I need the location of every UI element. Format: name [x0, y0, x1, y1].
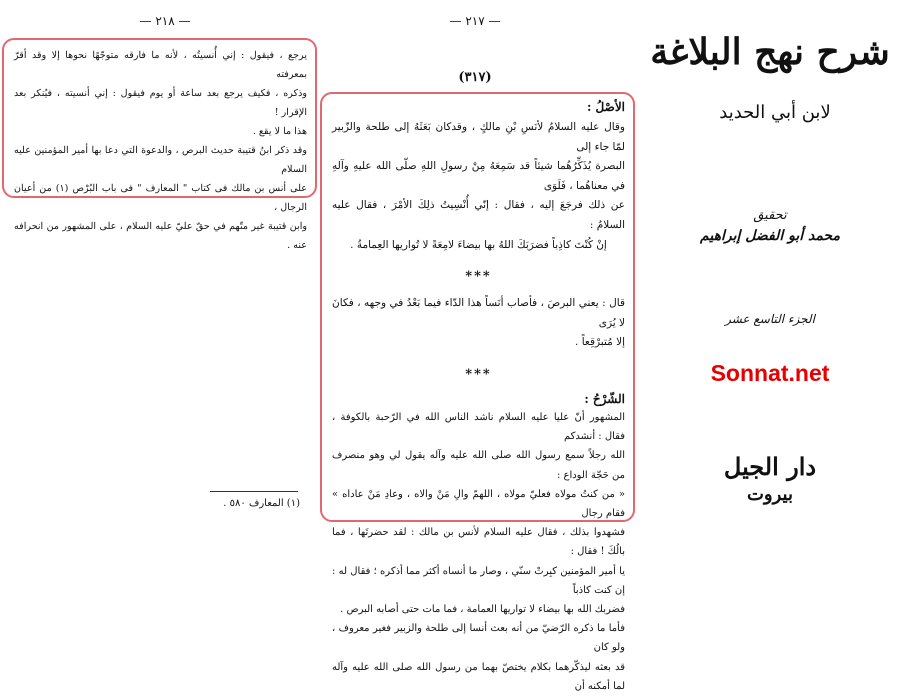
publisher-name: دار الجيل: [723, 452, 817, 481]
text-line: على أنس بن مالك فى كتاب " المعارف " فى باب البُرْص (١) من أعيان الرجال ،: [14, 183, 307, 213]
heading-original: الأصْلُ :: [586, 100, 625, 114]
original-text: [332, 118, 625, 255]
text-line: فأما ما ذكره الرّضيّ من أنه بعث أنسا إلى طلحة والزبير فغير معروف ، ولو كان: [332, 623, 625, 654]
left-page-number: — ٢١٨ —: [139, 14, 191, 28]
text-line: يرجع ، فيقول : إني أُنسيتُه ، لأنه ما فارقه متوجّهًا نحوها إلا وقد أقرّ بمعرفته: [14, 50, 307, 80]
text-line: المشهور أنّ عليا عليه السلام ناشد الناس الله في الرّحبة بالكوفة ، فقال : أنشدكم: [332, 411, 625, 443]
editor-label: تحقيق: [753, 208, 787, 223]
separator-stars: ***: [465, 269, 492, 285]
text-line: إنْ كُنْتَ كاذِباً فضرَبَكَ اللهُ بها بيضاءَ لامِعَةً لا تُواريها العِمامةُ .: [350, 238, 607, 251]
website-watermark: Sonnat.net: [710, 360, 830, 386]
text-line: فشهدوا بذلك ، فقال عليه السلام لأنس بن مالك : لقد حضرتَها ، فما بالُكَ ! فقال :: [332, 527, 625, 558]
text-line: وذكره ، فكيف يرجع بعد ساعة أو يوم فيقول : إني أنسيته ، فيُنكر بعد الإقرار !: [14, 88, 307, 118]
book-title: شرح نهج البلاغة: [650, 31, 890, 73]
text-line: فضربك الله بها بيضاء لا تواريها العمامة ، فما مات حتى أصابه البرص .: [340, 603, 625, 615]
editor-name: محمد أبو الفضل إبراهيم: [700, 228, 840, 244]
text-line: « من كنتُ مولاه فعليّ مولاه ، اللهمّ والِ مَنْ والاه ، وعادِ مَنْ عاداه » فقام رجال: [332, 488, 625, 519]
footnote-rule: [210, 491, 298, 492]
text-line: قد بعثه ليذكّرهما بكلام يختصّ بهما من رسول الله صلى الله عليه وآله لما أمكنه أن: [332, 661, 625, 692]
text-line: قال : يعني البرصَ ، فأصاب أنَساً هذا الدّاء فيما بَعْدُ في وجهه ، فكانَ لا يُرَى: [332, 297, 625, 329]
text-line: وابن قتيبة غير متّهم في حقّ عليّ عليه السلام ، على المشهور من انحرافه عنه .: [14, 221, 307, 251]
text-line: البصرة يُذَكِّرُهُما شيئاً قد سَمِعَهُ مِنْ رسولِ اللهِ صلّى الله عليهِ وآلهِ في معناهُما ، فَلَوَى: [332, 160, 625, 192]
heading-commentary: الشّرْحُ :: [584, 391, 625, 406]
footnote: (١) المعارف ٥٨٠ .: [223, 498, 300, 509]
text-line: عن ذلك فرجَعَ إليه ، فقال : إنّي أُنْسِيتُ ذلِكَ الأمْرَ ، فقال عليه السلامُ :: [332, 199, 625, 231]
left-page-body: [14, 46, 307, 255]
commentary-text: [332, 408, 625, 696]
text-line: هذا ما لا يقع .: [252, 126, 307, 137]
text-line: وقد ذكر ابنُ قتيبة حديث البرص ، والدعوة التي دعا بها أمير المؤمنين عليه السلام: [14, 145, 307, 175]
author-name: لابن أبي الحديد: [719, 102, 831, 123]
text-line: وقال عليه السلامُ لأنَسِ بْنِ مالكٍ ، وقدكان بَعَثَهُ إلى طلحة والزّبير لمّا جاء إلى: [332, 121, 625, 153]
text-line: الله رجلاً سمع رسول الله صلى الله عليه وآله يقول لي وهو منصرف من حَجّة الوداع :: [332, 450, 625, 481]
volume-label: الجزء التاسع عشر: [725, 312, 815, 326]
text-line: إلا مُتبرْقِعاً .: [575, 336, 625, 349]
middle-page-number: — ٢١٧ —: [449, 14, 501, 28]
separator-stars: ***: [465, 366, 492, 382]
section-number: (٣١٧): [458, 70, 492, 85]
middle-page-body: [332, 100, 625, 696]
middle-page-highlight-frame: [320, 92, 635, 692]
note-text: [332, 294, 625, 353]
left-page-highlight-frame: [2, 38, 317, 251]
publisher-city: بيروت: [746, 484, 793, 505]
text-line: يا أمير المؤمنين كبِرتْ سنّي ، وصار ما أنساه أكثر مما أذكره ؛ فقال له : إن كنت كاذباً: [332, 565, 626, 596]
